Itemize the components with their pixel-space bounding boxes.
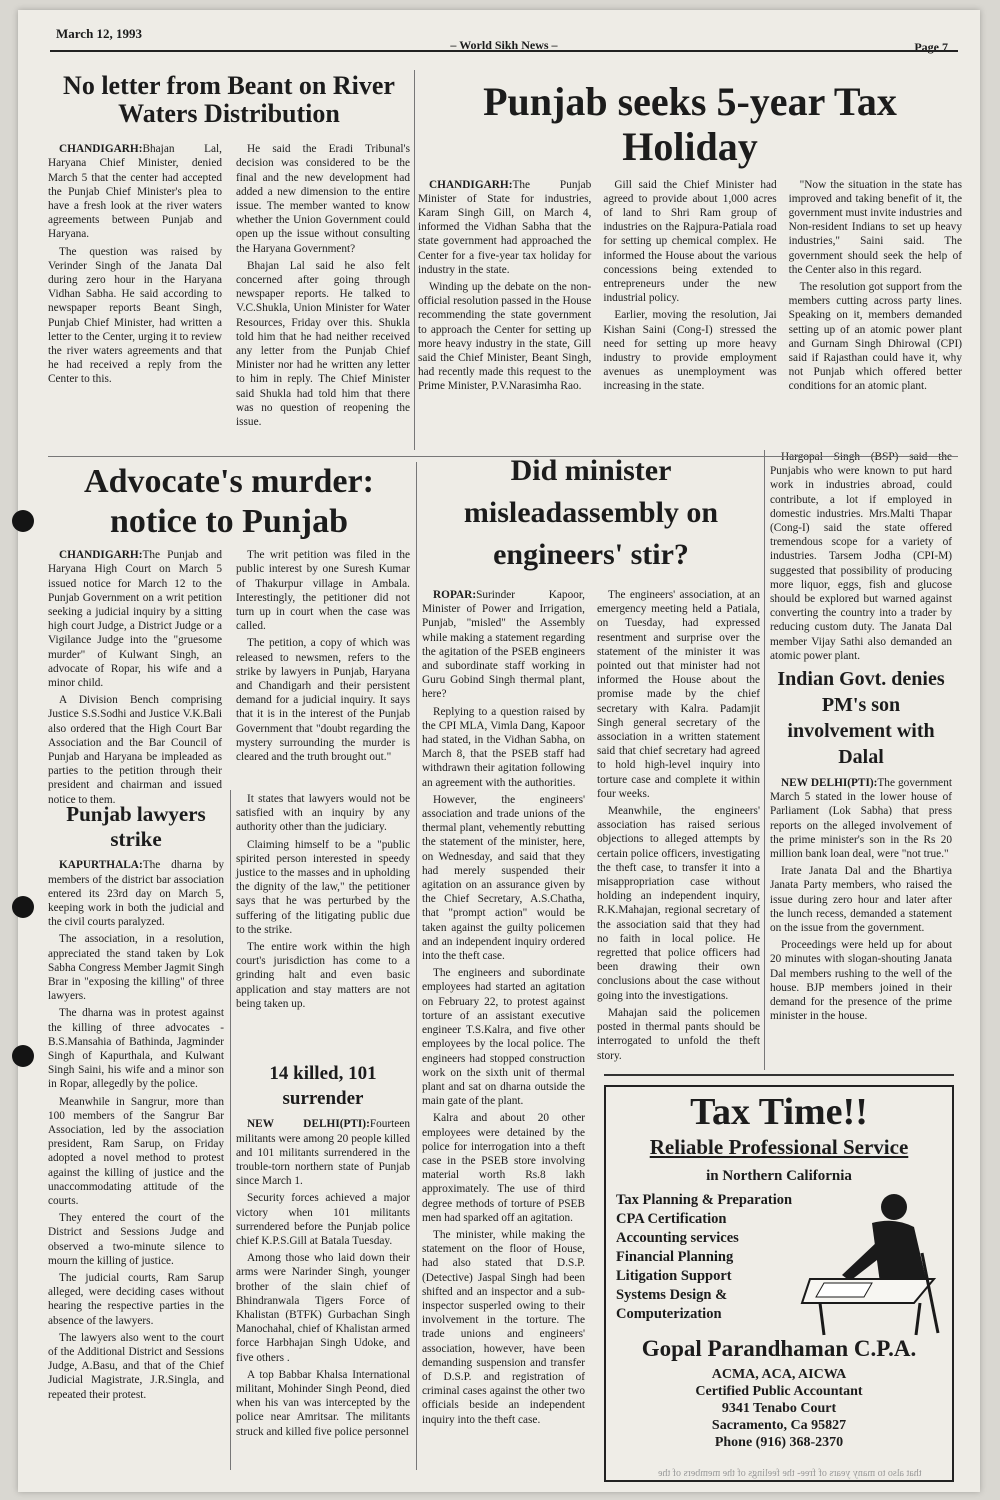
article-beant [48, 72, 410, 452]
role: Certified Public Accountant [695, 1384, 863, 1399]
paragraph: The engineers and subordinate employees had started an agitation on February 22, to protest against torture of an assistant executive engineer T.S.Kalra, and five other employees by the local police. The engineers had stopped construction work on the sixth unit of thermal plant and sat on dharna outside the main gate of the plant. [422, 967, 585, 1108]
credentials: ACMA, ACA, AICWA [711, 1367, 847, 1382]
headline: 14 killed, 101 surrender [269, 1063, 377, 1109]
service-item: Accounting services [616, 1230, 739, 1246]
column-rule [230, 790, 231, 1470]
column-rule [764, 450, 765, 1070]
service-item: CPA Certification [616, 1211, 727, 1227]
paragraph: NEW DELHI(PTI):Fourteen militants were among 20 people killed and 101 militants surrendered in the trouble-torn northern state of Punjab since March 1. [236, 1118, 410, 1188]
paragraph: The entire work within the high court's jurisdiction has come to a grinding halt and even basic application and stay matters are not being taken up. [236, 941, 410, 1010]
dateline: CHANDIGARH: [429, 178, 513, 191]
dateline: CHANDIGARH: [59, 549, 143, 562]
newspaper-page [18, 10, 980, 1492]
paragraph: "Now the situation in the state has improved and taking benefit of it, the government must invite industries and Non-resident Indians to set up heavy industries," Saini said. The government should seek the help of the Center also in this regard. [788, 178, 962, 276]
binder-hole [12, 510, 34, 532]
paragraph: Replying to a question raised by the CPI MLA, Vimla Dang, Kapoor had stated, in the Vidhan Sabha, on March 8, that the PSEB staff had withdrawn their agitation following an agreement with the authorities. [422, 705, 585, 789]
binder-hole [12, 1045, 34, 1067]
paragraph: The engineers' association, at an emergency meeting held a Patiala, on Tuesday, had expressed resentment and surprise over the statement of the minister it was pointed out that minister had not informed the House about the promise made by the chief secretary with Kalra. Padamjit Singh general secretary of the association in a written statement said that chief secretary had agreed to hold high-level inquiry into torture case and complete it within four weeks. [597, 589, 760, 800]
chair [922, 1253, 938, 1333]
paragraph: Meanwhile, the engineers' association has raised serious objections to alleged attempts by certain police officers, investigating the theft case, to transfer it into a misappropriation case without holding an independent inquiry, R.K.Mahajan, regional secretary of the association said that they had no faith in local police. He regretted that police officers had been drawing their own conclusions about the case without going into the investigations. [597, 805, 760, 1002]
service-item: Financial Planning [616, 1249, 734, 1265]
paragraph: A top Babbar Khalsa International militant, Mohinder Singh Peond, died when his van was intercepted by the police near Amritsar. The militants struck and killed five police personnel [236, 1368, 410, 1438]
paragraph: Meanwhile in Sangrur, more than 100 members of the Sangrur Bar Association, led by the association president, Ram Sarup, on Friday adopted a novel method to protest against the killing of justice and the unaccommodating attitude of the courts. [48, 1095, 224, 1208]
article-advocate-murder-continued [236, 792, 410, 1050]
bleed-through-text: that also to many years of free- the feelings of the members of the [658, 1468, 922, 1479]
binder-hole [12, 896, 34, 918]
paragraph: A Division Bench comprising Justice S.S.Sodhi and Justice V.K.Bali also ordered that the High Court Bar Association and the Bar Council of Punjab and Haryana be impleaded as parties to the petition through their president and chairman and issued notice to them. [48, 694, 222, 806]
paragraph: The judicial courts, Ram Sarup alleged, were deciding cases without hearing the respective parties in the absence of the lawyers. [48, 1272, 224, 1327]
phone-number: Phone (916) 368-2370 [714, 1435, 844, 1450]
city-address: Sacramento, Ca 95827 [711, 1418, 847, 1433]
desk-legs [820, 1303, 920, 1335]
tax-service-advertisement [604, 1085, 954, 1482]
accountant-name: Gopal Parandhaman C.P.A. [641, 1336, 917, 1361]
dateline: NEW DELHI(PTI): [781, 777, 878, 789]
article-tax-holiday-continued [770, 450, 952, 662]
headline: Punjab lawyers strike [66, 802, 206, 852]
paragraph: CHANDIGARH:The Punjab and Haryana High Court on March 5 issued notice for March 12 to the Punjab Government on a writ petition seeking a judicial inquiry by a sitting high court Judge, a District Judge or a Vigilance Judge into the "gruesome murder" of Kulwant Singh, an advocate of Ropar, his wife and a minor child. [48, 549, 222, 690]
ad-region: in Northern California [706, 1168, 852, 1184]
paragraph: Bhajan Lal said he also felt concerned after going through newspaper reports. He talked to V.C.Shukla, Union Minister for Water Resources, Friday over this. Shukla told him that he had neither received any letter from the Punjab Chief Minister nor had he written any letter to him in reply. The Chief Minister said Shukla had told him that there was no question of reopening the issue. [236, 259, 410, 429]
paragraph: The association, in a resolution, appreciated the stand taken by Lok Sabha Congress Member Jagmit Singh Brar in "exposing the killing" of three lawyers. [48, 933, 224, 1003]
paragraph: Gill said the Chief Minister had agreed to provide about 1,000 acres of land to Shri Ram group of industries on the Rajpura-Patiala road for setting up chemical complex. He informed the House about the various concessions being extended to entrepreneurs under the new industrial policy. [603, 178, 777, 305]
dateline: CHANDIGARH: [59, 143, 143, 156]
dateline: NEW DELHI(PTI): [247, 1118, 370, 1131]
issue-date: March 12, 1993 [56, 26, 143, 41]
paragraph: The question was raised by Verinder Singh of the Janata Dal during zero hour in the Haryana Vidhan Sabha. He said according to newspaper reports Beant Singh, Punjab Chief Minister, had written a letter to the Center, urging it to review the river waters agreements and that he had received a reply from the Center to this. [48, 245, 222, 386]
headline: Advocate's murder: notice to Punjab [84, 463, 374, 541]
article-lawyers-strike [48, 802, 224, 1472]
paragraph: Irate Janata Dal and the Bhartiya Janata Party members, who raised the issue during zero hour and later after the lunch recess, demanded a statement on the issue from the government. [770, 865, 952, 935]
paragraph: CHANDIGARH:The Punjab Minister of State for industries, Karam Singh Gill, on March 4, informed the Vidhan Sabha that the state government had approached the Center for a five-year tax holiday for industry in the state. [418, 178, 592, 276]
page-number: Page 7 [914, 40, 948, 54]
paragraph: The writ petition was filed in the public interest by one Suresh Kumar of Thakurpur village in Ambala. Interestingly, the petitioner did not turn up in court when the case was called. [236, 549, 410, 633]
street-address: 9341 Tenabo Court [721, 1401, 837, 1416]
paragraph: The minister, while making the statement on the floor of House, had also stated that D.S.P. (Detective) Jaspal Singh had been shifted and an inspector and a sub-inspector susperled owing to their involvement in the torture. The trade unions and engineers' association, however, have been demanding suspension and transfer of D.S.P. and registration of criminal cases against the other two officials beside an independent inquiry into the theft case. [422, 1228, 585, 1426]
masthead-rule [50, 50, 958, 52]
headline: Punjab seeks 5-year Tax Holiday [483, 79, 897, 169]
paragraph: However, the engineers' association and trade unions of the thermal plant, vehemently rebutting the statement of the minister, here, on Wednesday, and said that they had merely suspended their agitation on an assurance given by the Chief Secretary, A.S.Chatha, that "prompt action" would be taken against the guilty policemen and an independent inquiry ordered into the theft case. [422, 793, 585, 963]
column-rule [604, 1074, 954, 1076]
service-item: Litigation Support [616, 1268, 732, 1284]
paragraph: The dharna was in protest against the killing of three advocates - B.S.Mansahia of Bathinda, Jagminder Singh of Kapurthala, and Kulwant Singh Saini, his wife and a minor son in Ropar, allegedly by the police. [48, 1007, 224, 1091]
paragraph: They entered the court of the District and Sessions Judge and observed a two-minute silence to mourn the killing of justice. [48, 1212, 224, 1267]
column-rule [416, 462, 417, 1470]
paragraph: The resolution got support from the members cutting across party lines. Speaking on it, members demanded setting up of an atomic power plant and Gurnam Singh Dhirowal (CPI) said if Rajasthan could have it, why not Punjab which offered better conditions for an atomic plant. [788, 281, 962, 393]
accountant-illustration [802, 1183, 942, 1343]
paragraph: Claiming himself to be a "public spirited person interested in speedy justice to the masses and in upholding the dignity of the law," the petitioner says that he was perturbed by the suffering of the litigating public due to the strike. [236, 838, 410, 936]
headline: Did minister misleadassembly on engineers' stir? [463, 454, 719, 571]
publication-name: – World Sikh News – [450, 38, 558, 52]
masthead [56, 24, 952, 54]
paragraph: Proceedings were held up for about 20 minutes with slogan-shouting Janata Dal members rushing to the well of the house. BJP members joined in their demand for the presence of the prime minister in the house. [770, 939, 952, 1023]
paragraph: KAPURTHALA:The dharna by members of the district bar association entered its 23rd day on March 5, keeping work in both the judicial and the civil courts paralyzed. [48, 859, 224, 929]
article-tax-holiday [418, 80, 962, 450]
paragraph: Hargopal Singh (BSP) said the Punjabis who were known to put hard work in industries abroad, could contribute, a lot if employed in domestic industries. Mrs.Malti Thapar (Cong-I) said the state offered tremendous scope for a variety of industries. Tarsem Jodha (CPI-M) suggested that possibility of producing more liquor, eggs, fish and glucose should be explored but warned against converting the country into a trader by reducing custom duty. The Janata Dal member Vijay Sathi also demanded an atomic power plant. [770, 451, 952, 662]
service-item: Systems Design & [616, 1287, 728, 1303]
paragraph: ROPAR:Surinder Kapoor, Minister of Power and Irrigation, Punjab, "misled" the Assembly while making a statement regarding the agitation of the PSEB engineers and subordinate staff working in Guru Gobind Singh thermal plant, here? [422, 589, 585, 701]
article-advocate-murder [48, 462, 410, 806]
column-rule [414, 70, 415, 450]
service-item: Computerization [616, 1306, 722, 1322]
article-militants-killed [236, 1062, 410, 1472]
dateline: ROPAR: [433, 589, 477, 601]
paragraph: Earlier, moving the resolution, Jai Kishan Saini (Cong-I) stressed the need for setting up more heavy industry to provide employment avenues as unemployment was increasing in the state. [603, 309, 777, 393]
paper [816, 1283, 872, 1297]
paragraph: NEW DELHI(PTI):The government March 5 stated in the lower house of Parliament (Lok Sabha) that press reports on the alleged involvement of the prime minister's son in the Rs 20 million bank loan deal, were "not true." [770, 777, 952, 861]
paragraph: Among those who laid down their arms were Narinder Singh, younger brother of the slain chief of Bhindranwala Tigers Force of Khalistan (BTFK) Gurbachan Singh Manochahal, chief of Khalistan armed force Harbhajan Singh Udoke, and five others . [236, 1252, 410, 1364]
dateline: KAPURTHALA: [59, 859, 143, 872]
paragraph: Security forces achieved a major victory when 101 militants surrendered before the Punjab police chief K.P.S.Gill at Batala Tuesday. [236, 1192, 410, 1247]
paragraph: CHANDIGARH:Bhajan Lal, Haryana Chief Minister, denied March 5 that the center had accepted the Punjab Chief Minister's plea to have a fresh look at the river waters agreements between Punjab and Haryana. [48, 143, 222, 241]
headline: No letter from Beant on River Waters Distribution [63, 71, 395, 129]
article-pm-son [770, 666, 952, 1070]
headline: Indian Govt. denies PM's son involvement with Dalal [777, 668, 945, 768]
paragraph: Kalra and about 20 other employees were detained by the police for interrogation into a theft case in the PSEB store involving material worth Rs.8 lakh approximately. The use of third degree methods of torture of PSEB men had sparked off an agitation. [422, 1112, 585, 1224]
paragraph: He said the Eradi Tribunal's decision was considered to be the final and the new development had added a new dimension to the entire issue. The member wanted to know whether the Union Government could open up the issue without consulting the Haryana Government? [236, 143, 410, 255]
ad-subtitle: Reliable Professional Service [649, 1135, 909, 1159]
service-item: Tax Planning & Preparation [616, 1192, 793, 1208]
paragraph: The lawyers also went to the court of the Additional District and Sessions Judge, A.Basu, and that of the Chief Judicial Magistrate, J.R.Singla, and repeated their protest. [48, 1331, 224, 1401]
paragraph: Winding up the debate on the non-official resolution passed in the House recommending the state government to approach the Center for setting up more heavy industry in the state, Gill said the Chief Minister, Beant Singh, had recently made this request to the Prime Minister, P.V.Narasimha Rao. [418, 281, 592, 393]
ad-title: Tax Time!! [690, 1091, 868, 1133]
paragraph: It states that lawyers would not be satisfied with an inquiry by any authority other than the judiciary. [236, 793, 410, 834]
paragraph: The petition, a copy of which was released to newsmen, refers to the strike by lawyers in Punjab, Haryana and Chandigarh and their persistent demand for a judicial inquiry. It says that it is in the interest of the Punjab Government that "doubt regarding the mystery surrounding the murder is cleared and the truth brought out." [236, 637, 410, 764]
accountant-head [881, 1194, 907, 1220]
paragraph: Mahajan said the policemen posted in thermal pants should be interrogated to unfold the theft story. [597, 1006, 760, 1062]
